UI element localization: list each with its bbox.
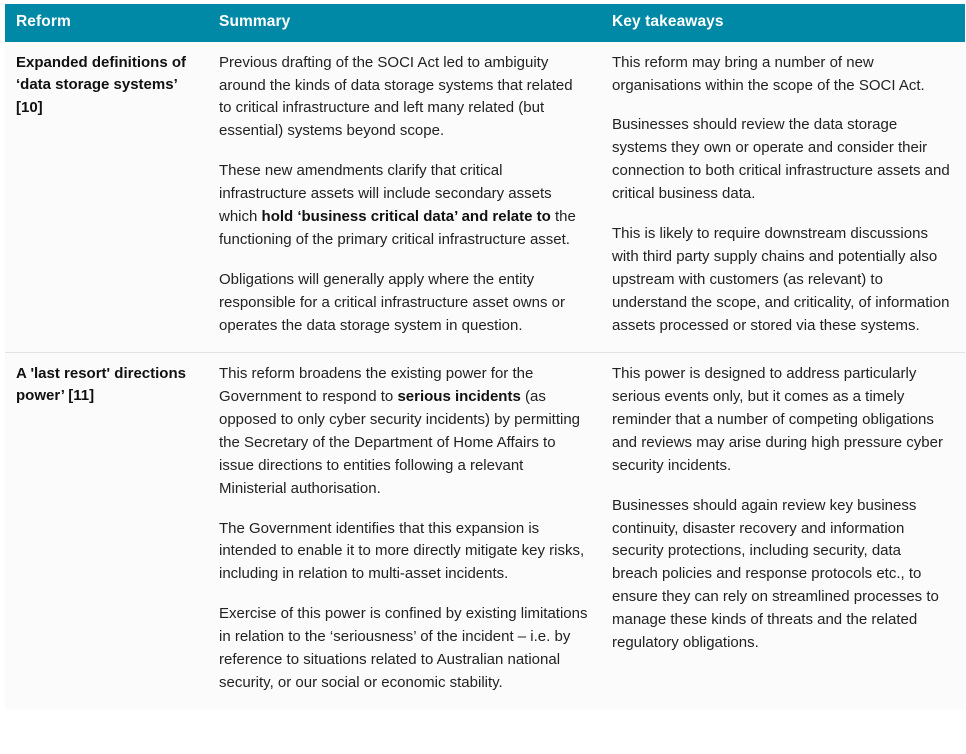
table-header [5,4,965,42]
summary-paragraph [219,603,588,695]
table-body [5,42,965,710]
reform-footnote-reference[interactable]: [11] [68,387,95,405]
emphasis-text: serious incidents [397,387,521,405]
cell-key-takeaways [604,42,965,353]
cell-key-takeaways [604,352,965,709]
takeaway-paragraph [612,114,951,206]
body-text: This power is designed to address particularly serious events only, but it comes as a timely reminder that a number of competing obligations and reviews may arise during high pressure cyber security incidents. [612,364,943,474]
column-header-summary: Summary [210,4,604,42]
takeaway-paragraph [612,52,951,98]
body-text: Exercise of this power is confined by existing limitations in relation to the ‘seriousness’ of the incident – i.e. by reference to situations related to Australian national security, or our social or economic stability. [219,605,588,692]
body-text: This reform may bring a number of new organisations within the scope of the SOCI Act. [612,53,925,94]
reform-summary-table [5,4,965,709]
body-text: (as opposed to only cyber security incidents) by permitting the Secretary of the Department of Home Affairs to issue directions to entities following a relevant Ministerial authorisation. [219,387,581,497]
reform-title: A 'last resort' directions power’ [16,364,186,405]
summary-paragraph [219,160,588,252]
table-row [5,352,965,709]
cell-reform [5,42,210,353]
body-text: The Government identifies that this expansion is intended to enable it to more directly mitigate key risks, including in relation to multi-asset incidents. [219,519,585,583]
body-text: This reform broadens the existing power for the Government to respond to [219,364,534,405]
body-text: Obligations will generally apply where the entity responsible for a critical infrastructure asset owns or operates the data storage system in question. [219,271,565,334]
column-header-reform: Reform [5,4,210,42]
column-header-takeaways: Key takeaways [604,4,965,42]
body-text: the functioning of the primary critical infrastructure asset. [219,208,576,249]
table-row [5,42,965,353]
cell-summary [210,42,604,353]
summary-paragraph [219,52,588,144]
summary-paragraph [219,363,588,501]
takeaway-paragraph [612,495,951,656]
summary-paragraph [219,269,588,338]
summary-paragraph [219,518,588,587]
reform-title: Expanded definitions of ‘data storage systems’ [16,53,187,94]
cell-summary [210,352,604,709]
cell-reform [5,352,210,709]
body-text: Businesses should again review key business continuity, disaster recovery and information security protections, including security, data breach policies and response protocols etc., to ensure they can rely on streamlined processes to manage these kinds of threats and the related regulatory obligations. [612,496,939,652]
takeaway-paragraph [612,363,951,478]
body-text: Previous drafting of the SOCI Act led to ambiguity around the kinds of data storage systems that related to critical infrastructure and left many related (but essential) systems beyond scope. [219,53,573,140]
table-header-row [5,4,965,42]
body-text: This is likely to require downstream discussions with third party supply chains and potentially also upstream with customers (as relevant) to understand the scope, and criticality, of information assets processed or stored via these systems. [612,225,950,334]
takeaway-paragraph [612,223,951,338]
body-text: Businesses should review the data storage systems they own or operate and consider their connection to both critical infrastructure assets and critical business data. [612,116,950,203]
emphasis-text: hold ‘business critical data’ and relate to [261,208,551,226]
body-text: These new amendments clarify that critical infrastructure assets will include secondary assets which [219,162,552,226]
reform-footnote-reference[interactable]: [10] [16,98,43,116]
